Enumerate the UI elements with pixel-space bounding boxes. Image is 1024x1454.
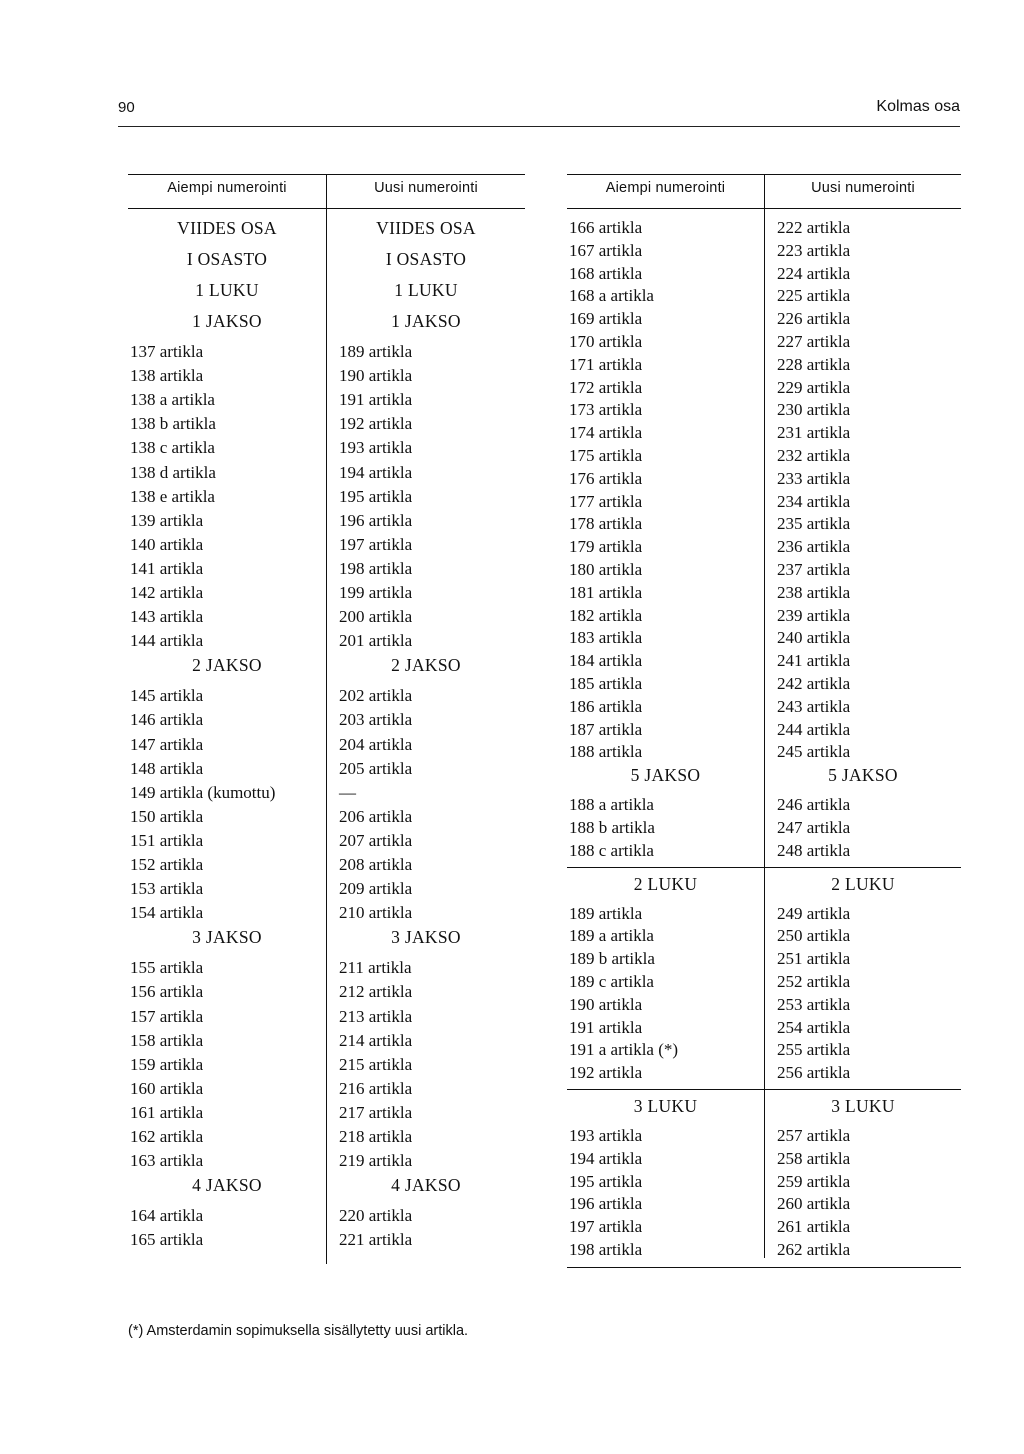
old-article-number: 168 artikla: [569, 263, 643, 283]
old-article-number: 194 artikla: [569, 1148, 643, 1168]
table-row: [567, 469, 961, 492]
new-article-number: 259 artikla: [777, 1171, 851, 1191]
new-article-number: 196 artikla: [339, 510, 413, 530]
new-article-number: 216 artikla: [339, 1078, 413, 1098]
table-row: [567, 628, 961, 651]
section-heading-old: 3 JAKSO: [192, 927, 262, 948]
old-article-number: 140 artikla: [130, 534, 204, 554]
old-article-number: 150 artikla: [130, 806, 204, 826]
table-row: [128, 607, 525, 631]
new-article-number: 231 artikla: [777, 423, 851, 443]
old-article-number: 174 artikla: [569, 423, 643, 443]
section-heading-row: [128, 218, 525, 249]
table-row: [567, 423, 961, 446]
section-heading-row: [128, 280, 525, 311]
old-article-number: 138 e artikla: [130, 486, 215, 506]
old-article-number: 147 artikla: [130, 734, 204, 754]
new-article-number: 211 artikla: [339, 958, 412, 978]
section-heading-row: [567, 874, 961, 904]
section-heading-new: 5 JAKSO: [828, 765, 898, 786]
new-article-number: 203 artikla: [339, 710, 413, 730]
table-row: [567, 446, 961, 469]
old-article-number: 171 artikla: [569, 354, 643, 374]
new-article-number: 206 artikla: [339, 806, 413, 826]
old-article-number: 187 artikla: [569, 719, 643, 739]
table-row: [567, 1240, 961, 1263]
old-article-number: 179 artikla: [569, 537, 643, 557]
old-article-number: 191 artikla: [569, 1017, 643, 1037]
old-article-number: 146 artikla: [130, 710, 204, 730]
old-article-number: 138 b artikla: [130, 414, 216, 434]
table-row: [567, 286, 961, 309]
table-row: [128, 583, 525, 607]
old-article-number: 173 artikla: [569, 400, 643, 420]
table-row: [567, 606, 961, 629]
table-row: [567, 1018, 961, 1041]
old-article-number: 196 artikla: [569, 1194, 643, 1214]
old-article-number: 158 artikla: [130, 1030, 204, 1050]
old-article-number: 163 artikla: [130, 1151, 204, 1171]
old-article-number: 170 artikla: [569, 332, 643, 351]
old-article-number: 176 artikla: [569, 468, 643, 488]
new-article-number: 246 artikla: [777, 795, 851, 815]
table-row: [128, 783, 525, 807]
old-article-number: 190 artikla: [569, 994, 643, 1014]
table-row: [128, 1151, 525, 1175]
table-bottom-rule: [567, 1267, 961, 1268]
table-row: [567, 309, 961, 332]
old-article-number: 189 artikla: [569, 903, 643, 923]
old-article-number: 178 artikla: [569, 514, 643, 534]
header-old-numbering: Aiempi numerointi: [605, 180, 726, 196]
new-article-number: 212 artikla: [339, 982, 413, 1002]
table-row: [567, 841, 961, 864]
old-article-number: 169 artikla: [569, 309, 643, 329]
table-row: [567, 537, 961, 560]
table-row: [567, 264, 961, 287]
new-article-number: 225 artikla: [777, 286, 851, 306]
table-row: [567, 972, 961, 995]
section-heading-old: 1 LUKU: [195, 280, 259, 300]
section-heading-old: 3 LUKU: [633, 1096, 698, 1116]
old-article-number: 153 artikla: [130, 879, 204, 899]
table-row: [567, 1172, 961, 1195]
new-article-number: 250 artikla: [777, 926, 851, 946]
old-article-number: 139 artikla: [130, 510, 204, 530]
table-row: [567, 583, 961, 606]
table-row: [567, 651, 961, 674]
new-article-number: 208 artikla: [339, 855, 413, 874]
table-row: [567, 1040, 961, 1063]
table-row: [128, 535, 525, 559]
new-article-number: 241 artikla: [777, 651, 851, 671]
old-article-number: 188 a artikla: [569, 795, 654, 815]
old-article-number: 144 artikla: [130, 631, 204, 651]
table-row: [567, 241, 961, 264]
table-row: [128, 366, 525, 390]
section-heading-old: 1 JAKSO: [192, 311, 262, 331]
old-article-number: 182 artikla: [569, 605, 643, 625]
new-article-number: 244 artikla: [777, 719, 851, 739]
old-article-number: 157 artikla: [130, 1006, 204, 1026]
new-article-number: —: [339, 782, 356, 802]
new-article-number: 200 artikla: [339, 607, 413, 627]
section-heading-new: 1 JAKSO: [391, 311, 461, 331]
old-article-number: 184 artikla: [569, 651, 643, 671]
table-row: [567, 1126, 961, 1149]
table-row: [128, 855, 525, 879]
section-heading-old: VIIDES OSA: [177, 218, 277, 238]
new-article-number: 204 artikla: [339, 734, 413, 754]
table-row: [128, 879, 525, 903]
footnote: (*) Amsterdamin sopimuksella sisällytetty uusi artikla.: [128, 1323, 469, 1339]
new-article-number: 222 artikla: [777, 218, 851, 237]
header-new-numbering: Uusi numerointi: [811, 180, 915, 196]
section-heading-old: 2 JAKSO: [192, 655, 262, 676]
table-row: [567, 1149, 961, 1172]
new-article-number: 251 artikla: [777, 949, 851, 969]
new-article-number: 249 artikla: [777, 903, 851, 923]
old-article-number: 138 artikla: [130, 366, 204, 386]
new-article-number: 223 artikla: [777, 240, 851, 260]
table-row: [128, 631, 525, 655]
table-row: [567, 995, 961, 1018]
old-article-number: 181 artikla: [569, 582, 643, 602]
new-article-number: 227 artikla: [777, 332, 851, 351]
header-old-numbering: Aiempi numerointi: [167, 180, 287, 196]
new-article-number: 219 artikla: [339, 1151, 413, 1171]
new-article-number: 257 artikla: [777, 1126, 851, 1145]
new-article-number: 239 artikla: [777, 605, 851, 625]
old-article-number: 151 artikla: [130, 830, 204, 850]
new-article-number: 193 artikla: [339, 438, 413, 458]
old-article-number: 160 artikla: [130, 1078, 204, 1098]
new-article-number: 209 artikla: [339, 879, 413, 899]
new-article-number: 198 artikla: [339, 558, 413, 578]
new-article-number: 256 artikla: [777, 1063, 851, 1083]
table-row: [567, 355, 961, 378]
old-article-number: 191 a artikla (*): [569, 1040, 679, 1060]
new-article-number: 252 artikla: [777, 972, 851, 991]
new-article-number: 230 artikla: [777, 400, 851, 420]
page-number: 90: [118, 99, 135, 116]
new-article-number: 213 artikla: [339, 1006, 413, 1026]
old-article-number: 145 artikla: [130, 686, 204, 706]
new-article-number: 258 artikla: [777, 1148, 851, 1168]
old-article-number: 197 artikla: [569, 1217, 643, 1237]
table-row: [567, 697, 961, 720]
new-article-number: 214 artikla: [339, 1030, 413, 1050]
old-article-number: 189 c artikla: [569, 972, 654, 991]
table-row: [567, 674, 961, 697]
table-row: [567, 720, 961, 743]
table-row: [567, 949, 961, 972]
table-row: [128, 1230, 525, 1254]
table-row: [128, 559, 525, 583]
old-article-number: 180 artikla: [569, 560, 643, 579]
table-row: [567, 926, 961, 949]
new-article-number: 233 artikla: [777, 468, 851, 488]
table-row: [128, 1079, 525, 1103]
new-article-number: 189 artikla: [339, 342, 413, 361]
new-article-number: 220 artikla: [339, 1206, 413, 1226]
section-separator-rule: [567, 1089, 961, 1090]
new-article-number: 221 artikla: [339, 1230, 413, 1250]
section-heading-old: 4 JAKSO: [192, 1175, 262, 1196]
section-heading-old: 2 LUKU: [633, 873, 698, 894]
new-article-number: 255 artikla: [777, 1040, 851, 1060]
old-article-number: 159 artikla: [130, 1054, 204, 1074]
running-head: Kolmas osa: [876, 98, 960, 115]
table-row: [567, 514, 961, 537]
new-article-number: 190 artikla: [339, 366, 413, 386]
old-article-number: 166 artikla: [569, 218, 643, 237]
table-row: [128, 1055, 525, 1079]
table-row: [567, 904, 961, 927]
table-row: [567, 400, 961, 423]
table-row: [128, 982, 525, 1006]
table-row: [128, 511, 525, 535]
old-article-number: 185 artikla: [569, 674, 643, 693]
section-heading-new: 2 LUKU: [831, 873, 895, 894]
new-article-number: 205 artikla: [339, 758, 413, 778]
old-article-number: 168 a artikla: [569, 286, 654, 306]
old-article-number: 141 artikla: [130, 558, 204, 578]
section-heading-old: I OSASTO: [186, 249, 268, 269]
section-separator-rule: [567, 867, 961, 868]
table-row: [128, 487, 525, 511]
table-row: [128, 1031, 525, 1055]
old-article-number: 189 a artikla: [569, 926, 654, 946]
new-article-number: 236 artikla: [777, 537, 851, 557]
old-article-number: 156 artikla: [130, 982, 204, 1002]
new-article-number: 248 artikla: [777, 840, 851, 860]
new-article-number: 228 artikla: [777, 354, 851, 374]
table-row: [567, 1194, 961, 1217]
table-row: [128, 438, 525, 462]
table-row: [567, 218, 961, 241]
old-article-number: 189 b artikla: [569, 949, 655, 969]
new-article-number: 243 artikla: [777, 696, 851, 716]
old-article-number: 155 artikla: [130, 958, 204, 978]
old-article-number: 188 b artikla: [569, 818, 655, 837]
old-article-number: 162 artikla: [130, 1127, 204, 1146]
old-article-number: 138 c artikla: [130, 438, 215, 458]
table-row: [128, 686, 525, 710]
new-article-number: 232 artikla: [777, 446, 851, 465]
table-row: [128, 463, 525, 487]
new-article-number: 210 artikla: [339, 903, 413, 923]
new-article-number: 218 artikla: [339, 1127, 413, 1146]
table-row: [128, 1103, 525, 1127]
header-new-numbering: Uusi numerointi: [374, 180, 478, 196]
table-row: [128, 1127, 525, 1151]
section-heading-row: [567, 1096, 961, 1126]
new-article-number: 217 artikla: [339, 1102, 413, 1122]
old-article-number: 165 artikla: [130, 1230, 204, 1250]
table-row: [128, 390, 525, 414]
old-article-number: 192 artikla: [569, 1063, 643, 1083]
new-article-number: 191 artikla: [339, 390, 413, 410]
old-article-number: 175 artikla: [569, 446, 643, 465]
old-article-number: 188 artikla: [569, 742, 643, 762]
section-heading-old: 5 JAKSO: [630, 765, 701, 786]
table-row: [567, 1063, 961, 1086]
old-article-number: 195 artikla: [569, 1171, 643, 1191]
old-article-number: 186 artikla: [569, 696, 643, 716]
new-article-number: 254 artikla: [777, 1017, 851, 1037]
new-article-number: 260 artikla: [777, 1194, 851, 1214]
new-article-number: 238 artikla: [777, 582, 851, 602]
old-article-number: 188 c artikla: [569, 840, 654, 860]
table-row: [567, 332, 961, 355]
old-article-number: 142 artikla: [130, 583, 204, 602]
section-heading-new: VIIDES OSA: [376, 218, 476, 238]
old-article-number: 177 artikla: [569, 491, 643, 511]
table-row: [128, 342, 525, 366]
old-article-number: 172 artikla: [569, 377, 643, 397]
table-row: [567, 560, 961, 583]
section-heading-new: 1 LUKU: [394, 280, 458, 300]
new-article-number: 192 artikla: [339, 414, 413, 434]
new-article-number: 237 artikla: [777, 560, 851, 579]
table-row: [128, 414, 525, 438]
new-article-number: 195 artikla: [339, 486, 413, 506]
table-row: [128, 903, 525, 927]
new-article-number: 253 artikla: [777, 994, 851, 1014]
section-heading-row: [128, 249, 525, 280]
new-article-number: 194 artikla: [339, 462, 413, 482]
old-article-number: 183 artikla: [569, 628, 643, 648]
header-rule: [118, 126, 960, 127]
old-article-number: 138 a artikla: [130, 390, 215, 410]
old-article-number: 143 artikla: [130, 607, 204, 627]
new-article-number: 226 artikla: [777, 309, 851, 329]
table-row: [567, 818, 961, 841]
old-article-number: 167 artikla: [569, 240, 643, 260]
old-article-number: 164 artikla: [130, 1206, 204, 1226]
new-article-number: 202 artikla: [339, 686, 413, 706]
table-row: [128, 1206, 525, 1230]
new-article-number: 262 artikla: [777, 1240, 851, 1259]
table-row: [128, 958, 525, 982]
old-article-number: 137 artikla: [130, 342, 204, 361]
new-article-number: 215 artikla: [339, 1054, 413, 1074]
new-article-number: 235 artikla: [777, 514, 851, 534]
table-row: [567, 742, 961, 765]
old-article-number: 198 artikla: [569, 1240, 643, 1259]
new-article-number: 242 artikla: [777, 674, 851, 693]
section-heading-new: 4 JAKSO: [391, 1175, 461, 1196]
section-heading-row: [128, 1175, 525, 1206]
new-article-number: 247 artikla: [777, 818, 851, 837]
table-row: [128, 807, 525, 831]
section-heading-new: I OSASTO: [385, 249, 467, 269]
table-row: [567, 378, 961, 401]
old-article-number: 149 artikla (kumottu): [130, 782, 276, 802]
section-heading-new: 3 JAKSO: [391, 927, 461, 948]
section-heading-row: [128, 311, 525, 342]
table-row: [567, 1217, 961, 1240]
section-heading-row: [128, 927, 525, 958]
table-row: [128, 710, 525, 734]
old-article-number: 138 d artikla: [130, 462, 216, 482]
section-heading-new: 3 LUKU: [831, 1096, 895, 1116]
old-article-number: 148 artikla: [130, 758, 204, 778]
new-article-number: 197 artikla: [339, 534, 413, 554]
new-article-number: 201 artikla: [339, 631, 413, 651]
section-heading-new: 2 JAKSO: [391, 655, 461, 676]
table-row: [128, 1007, 525, 1031]
new-article-number: 199 artikla: [339, 583, 413, 602]
new-article-number: 207 artikla: [339, 830, 413, 850]
old-article-number: 152 artikla: [130, 855, 204, 874]
table-row: [128, 831, 525, 855]
new-article-number: 245 artikla: [777, 742, 851, 762]
new-article-number: 234 artikla: [777, 491, 851, 511]
table-row: [128, 735, 525, 759]
section-heading-row: [128, 655, 525, 686]
new-article-number: 261 artikla: [777, 1217, 851, 1237]
table-row: [567, 492, 961, 515]
new-article-number: 224 artikla: [777, 263, 851, 283]
section-heading-row: [567, 765, 961, 795]
old-article-number: 154 artikla: [130, 903, 204, 923]
old-article-number: 161 artikla: [130, 1102, 204, 1122]
old-article-number: 193 artikla: [569, 1126, 643, 1145]
new-article-number: 240 artikla: [777, 628, 851, 648]
table-row: [128, 759, 525, 783]
new-article-number: 229 artikla: [777, 377, 851, 397]
table-row: [567, 795, 961, 818]
